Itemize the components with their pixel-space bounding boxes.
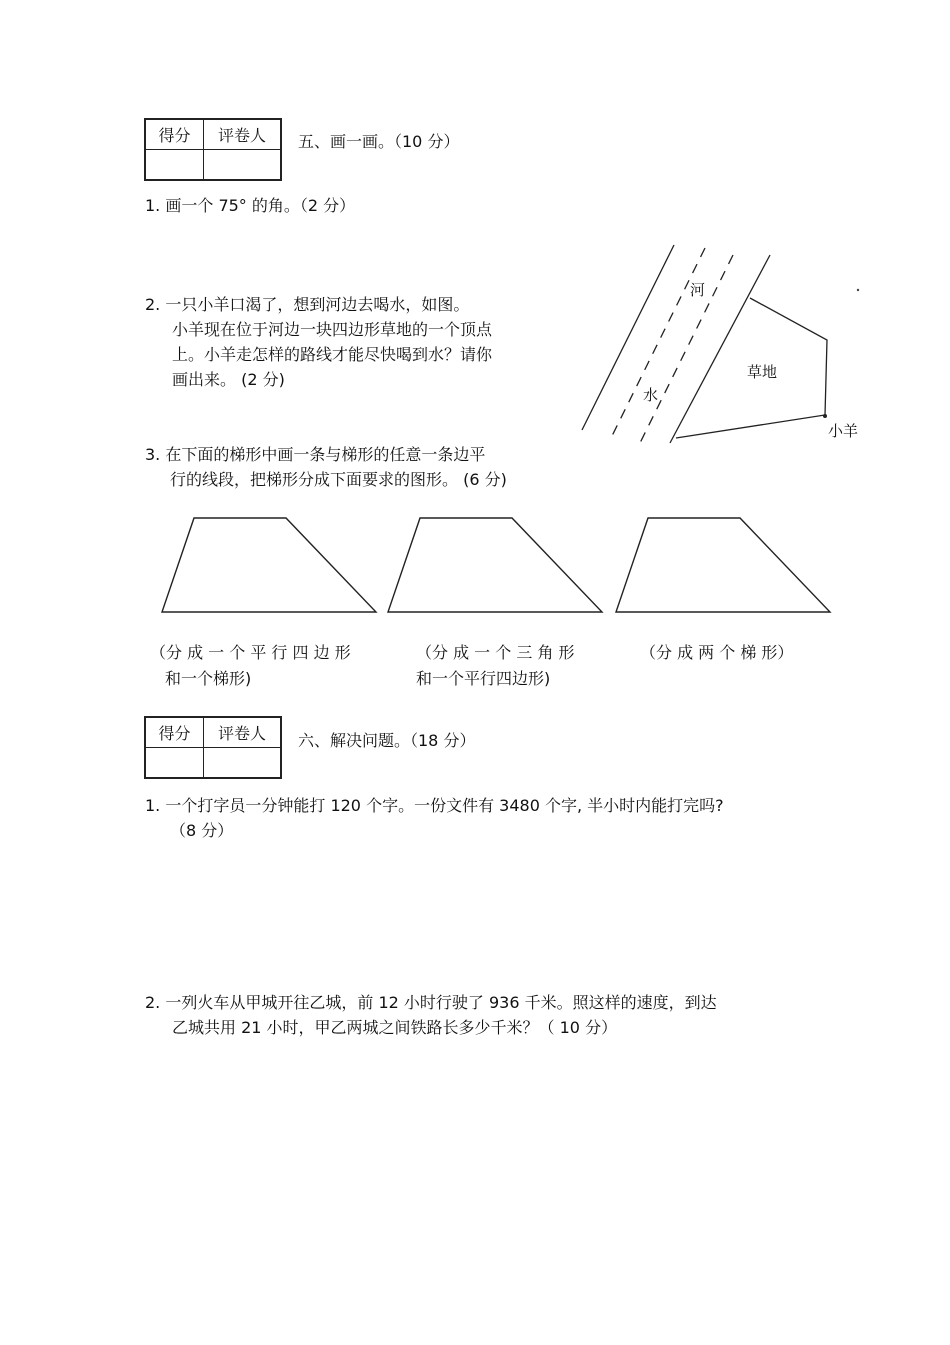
trapezoid-1	[162, 518, 376, 612]
grader-label: 评卷人	[204, 717, 282, 748]
section5-q2-line1: 2. 一只小羊口渴了，想到河边去喝水，如图。	[145, 295, 470, 314]
caption-2-line2: 和一个平行四边形)	[416, 669, 551, 688]
trapezoid-2	[388, 518, 602, 612]
section5-q2-line3: 上。小羊走怎样的路线才能尽快喝到水？请你	[172, 345, 493, 364]
section6-q2-line1: 2. 一列火车从甲城开往乙城，前 12 小时行驶了 936 千米。照这样的速度，到达	[145, 993, 717, 1012]
section6-q1-line1: 1. 一个打字员一分钟能打 120 个字。一份文件有 3480 个字, 半小时内能打完吗?	[145, 796, 724, 815]
section5-q3-line2: 行的线段，把梯形分成下面要求的图形。 (6 分)	[170, 470, 507, 489]
section6-title: 六、解决问题。（18 分）	[298, 731, 476, 750]
grader-input-cell[interactable]	[204, 748, 282, 779]
label-river-he: 河	[690, 281, 706, 299]
score-box-section6	[144, 716, 282, 779]
section5-q2-line4: 画出来。 (2 分)	[172, 370, 285, 389]
section6-q2-line2: 乙城共用 21 小时，甲乙两城之间铁路长多少千米？（ 10 分）	[172, 1018, 618, 1037]
label-grass: 草地	[747, 363, 778, 381]
caption-3-line1: （分 成 两 个 梯 形）	[640, 643, 794, 662]
caption-1-line2: 和一个梯形)	[165, 669, 252, 688]
trapezoid-3	[616, 518, 830, 612]
score-input-cell[interactable]	[145, 748, 204, 779]
score-label: 得分	[145, 119, 204, 150]
label-river-shui: 水	[643, 386, 659, 404]
section5-q1: 1. 画一个 75° 的角。（2 分）	[145, 196, 356, 215]
section5-q2-line2: 小羊现在位于河边一块四边形草地的一个顶点	[172, 320, 493, 339]
section6-q1-line2: （8 分）	[170, 821, 234, 840]
section5-title: 五、画一画。（10 分）	[298, 132, 460, 151]
section5-q3-line1: 3. 在下面的梯形中画一条与梯形的任意一条边平	[145, 445, 486, 464]
caption-2-line1: （分 成 一 个 三 角 形	[416, 643, 575, 662]
label-sheep: 小羊	[828, 422, 859, 440]
score-label: 得分	[145, 717, 204, 748]
grader-label: 评卷人	[204, 119, 282, 150]
caption-1-line1: （分 成 一 个 平 行 四 边 形	[150, 643, 351, 662]
